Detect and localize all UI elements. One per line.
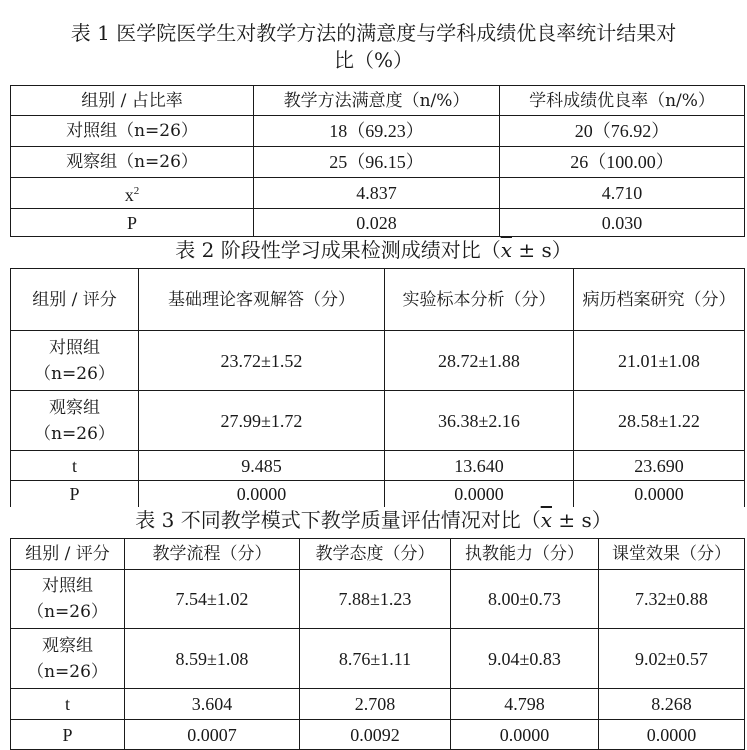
table-cell: 0.028: [254, 209, 500, 237]
table3-header-cell: 课堂效果（分）: [599, 539, 745, 570]
table1-header-cell: 组别 / 占比率: [11, 86, 254, 116]
table-cell: 8.76±1.11: [300, 629, 451, 689]
table-cell: 9.04±0.83: [451, 629, 599, 689]
table-row: [11, 116, 745, 147]
table-cell: 26（100.00）: [500, 147, 745, 178]
table-cell: 0.0000: [451, 720, 599, 750]
table-cell: 9.485: [139, 451, 385, 481]
table2-title-text: 表 2 阶段性学习成果检测成绩对比（: [175, 238, 501, 262]
table-row: [11, 570, 745, 629]
table2-header-cell: 基础理论客观解答（分）: [139, 269, 385, 331]
table-cell: 0.0092: [300, 720, 451, 750]
table3-title-suffix: ± s）: [551, 508, 612, 532]
table-cell: 8.59±1.08: [125, 629, 300, 689]
table3-header-cell: 执教能力（分）: [451, 539, 599, 570]
table2-title-suffix: ± s）: [511, 238, 572, 262]
table-cell: 28.72±1.88: [385, 331, 574, 391]
table1-header-row: [11, 86, 745, 116]
table-cell: 7.88±1.23: [300, 570, 451, 629]
table-cell: P: [11, 209, 254, 237]
table-cell: 27.99±1.72: [139, 391, 385, 451]
table1: [10, 85, 745, 237]
table-cell: 4.798: [451, 689, 599, 720]
table-cell: t: [11, 689, 125, 720]
chi-square-superscript: 2: [133, 185, 140, 197]
table1-title-line1: 表 1 医学院医学生对教学方法的满意度与学科成绩优良率统计结果对: [70, 21, 677, 45]
table-cell: P: [11, 481, 139, 507]
table3-header-cell: 组别 / 评分: [11, 539, 125, 570]
table-cell: 4.710: [500, 178, 745, 209]
table3-title-text: 表 3 不同教学模式下教学质量评估情况对比（: [135, 508, 541, 532]
table1-header-cell: 学科成绩优良率（n/%）: [500, 86, 745, 116]
table-cell: 对照组（n=26）: [11, 116, 254, 147]
table-cell: 对照组（n=26）: [11, 331, 139, 391]
table-cell: 7.54±1.02: [125, 570, 300, 629]
table-cell: 9.02±0.57: [599, 629, 745, 689]
table-cell: 21.01±1.08: [574, 331, 745, 391]
table-cell: 0.0000: [574, 481, 745, 507]
table-cell: 28.58±1.22: [574, 391, 745, 451]
table-row: [11, 331, 745, 391]
table-cell: 36.38±2.16: [385, 391, 574, 451]
table-cell: 观察组（n=26）: [11, 391, 139, 451]
table-cell: 观察组（n=26）: [11, 147, 254, 178]
table-row: [11, 689, 745, 720]
table-cell: 18（69.23）: [254, 116, 500, 147]
table-cell: 3.604: [125, 689, 300, 720]
mean-symbol: $\overline{x}$: [500, 238, 512, 262]
chi-square-symbol: x: [124, 185, 134, 205]
table2-header-cell: 实验标本分析（分）: [385, 269, 574, 331]
table3: [10, 538, 745, 750]
table-cell: 20（76.92）: [500, 116, 745, 147]
table-cell: 4.837: [254, 178, 500, 209]
table-row: [11, 629, 745, 689]
table3-header-cell: 教学态度（分）: [300, 539, 451, 570]
table-cell: 13.640: [385, 451, 574, 481]
table3-header-cell: 教学流程（分）: [125, 539, 300, 570]
table-cell: 25（96.15）: [254, 147, 500, 178]
table2-header-row: [11, 269, 745, 331]
table-row: [11, 451, 745, 481]
table-row: [11, 209, 745, 237]
table2-header-cell: 病历档案研究（分）: [574, 269, 745, 331]
table2: [10, 268, 745, 507]
mean-symbol: $\overline{x}$: [540, 508, 552, 532]
table-row: [11, 481, 745, 507]
table-cell: 0.0000: [599, 720, 745, 750]
table1-header-cell: 教学方法满意度（n/%）: [254, 86, 500, 116]
table-cell: 0.0000: [139, 481, 385, 507]
table-cell: 2.708: [300, 689, 451, 720]
table-row: [11, 178, 745, 209]
table-cell: P: [11, 720, 125, 750]
table3-header-row: [11, 539, 745, 570]
table-cell: [11, 178, 254, 209]
table-row: [11, 720, 745, 750]
table-row: [11, 147, 745, 178]
table2-header-cell: 组别 / 评分: [11, 269, 139, 331]
table-cell: 7.32±0.88: [599, 570, 745, 629]
table-cell: 8.268: [599, 689, 745, 720]
table2-title: [0, 237, 747, 263]
table-cell: 0.030: [500, 209, 745, 237]
table-cell: 8.00±0.73: [451, 570, 599, 629]
table-cell: 23.690: [574, 451, 745, 481]
table-cell: 0.0000: [385, 481, 574, 507]
table-cell: 0.0007: [125, 720, 300, 750]
table3-title: [0, 507, 747, 533]
table1-title-line2: 比（%）: [333, 48, 413, 72]
table-cell: t: [11, 451, 139, 481]
table-cell: 23.72±1.52: [139, 331, 385, 391]
table-cell: 对照组（n=26）: [11, 570, 125, 629]
table-cell: 观察组（n=26）: [11, 629, 125, 689]
table-row: [11, 391, 745, 451]
